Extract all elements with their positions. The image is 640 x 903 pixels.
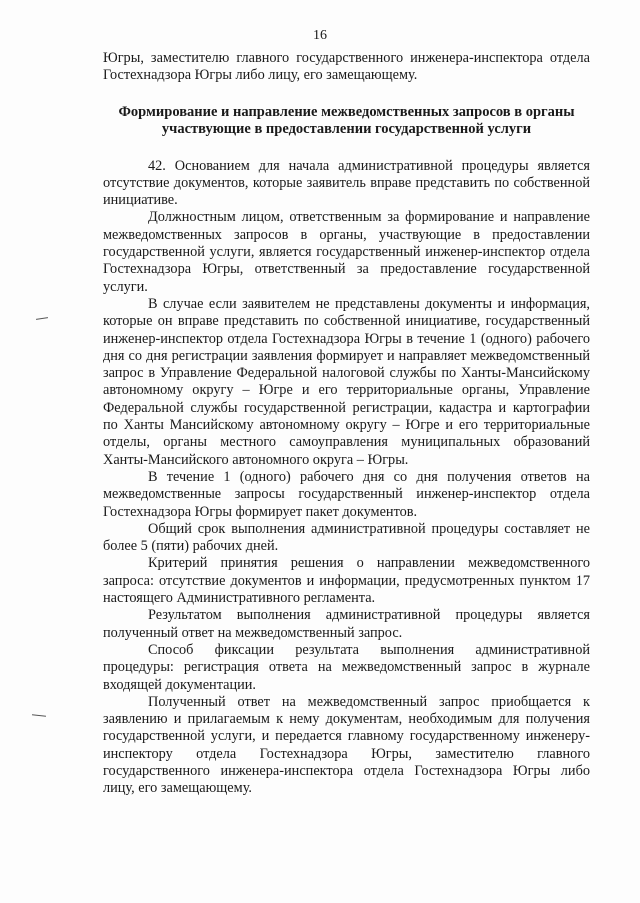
paragraph-result: Результатом выполнения административной процедуры является полученный ответ на межведомственный запрос. <box>103 607 590 641</box>
paragraph-fixation: Способ фиксации результата выполнения административной процедуры: регистрация ответа на межведомственный запрос в журнале входящей документации. <box>103 641 590 693</box>
margin-mark <box>32 714 46 716</box>
paragraph-response-handling: Полученный ответ на межведомственный запрос приобщается к заявлению и прилагаемым к нему документам, необходимым для получения государственной услуги, и передается главному государственному инженеру-инспектору отдела Гостехнадзора Югры, заместителю главного государственного инженера-инспектора отдела Гостехнадзора Югры либо лицу, его замещающему. <box>103 693 590 797</box>
paragraph-request-procedure: В случае если заявителем не представлены документы и информация, которые он вправе представить по собственной инициативе, государственный инженер-инспектор отдела Гостехнадзора Югры в течение 1 (одного) рабочего дня со дня регистрации заявления формирует и направляет межведомственный запрос в Управление Федеральной налоговой службы по Ханты-Мансийскому автономному округу – Югре и его территориальные органы, Управление Федеральной службы государственной регистрации, кадастра и картографии по Ханты Мансийскому автономному округу – Югре и его территориальные отделы, органы местного самоуправления муниципальных образований Ханты-Мансийского автономного округа – Югры. <box>103 295 590 468</box>
paragraph-criterion: Критерий принятия решения о направлении межведомственного запроса: отсутствие документов и информации, предусмотренных пунктом 17 настоящего Административного регламента. <box>103 555 590 607</box>
paragraph-document-package: В течение 1 (одного) рабочего дня со дня получения ответов на межведомственные запросы государственный инженер-инспектор отдела Гостехнадзора Югры формирует пакет документов. <box>103 468 590 520</box>
document-body <box>103 50 590 798</box>
paragraph-responsible-official: Должностным лицом, ответственным за формирование и направление межведомственных запросов в органы, участвующие в предоставлении государственной услуги, является государственный инженер-инспектор отдела Гостехнадзора Югры, ответственный за предоставление государственной услуги. <box>103 209 590 295</box>
paragraph-term: Общий срок выполнения административной процедуры составляет не более 5 (пяти) рабочих дней. <box>103 520 590 555</box>
section-heading: Формирование и направление межведомственных запросов в органы участвующие в предоставлении государственной услуги <box>118 103 575 138</box>
paragraph-continuation: Югры, заместителю главного государственного инженера-инспектора отдела Гостехнадзора Югры либо лицу, его замещающему. <box>103 50 590 84</box>
paragraph-42: 42. Основанием для начала административной процедуры является отсутствие документов, которые заявитель вправе представить по собственной инициативе. <box>103 157 590 209</box>
page-number: 16 <box>313 28 327 43</box>
margin-mark <box>36 317 48 320</box>
